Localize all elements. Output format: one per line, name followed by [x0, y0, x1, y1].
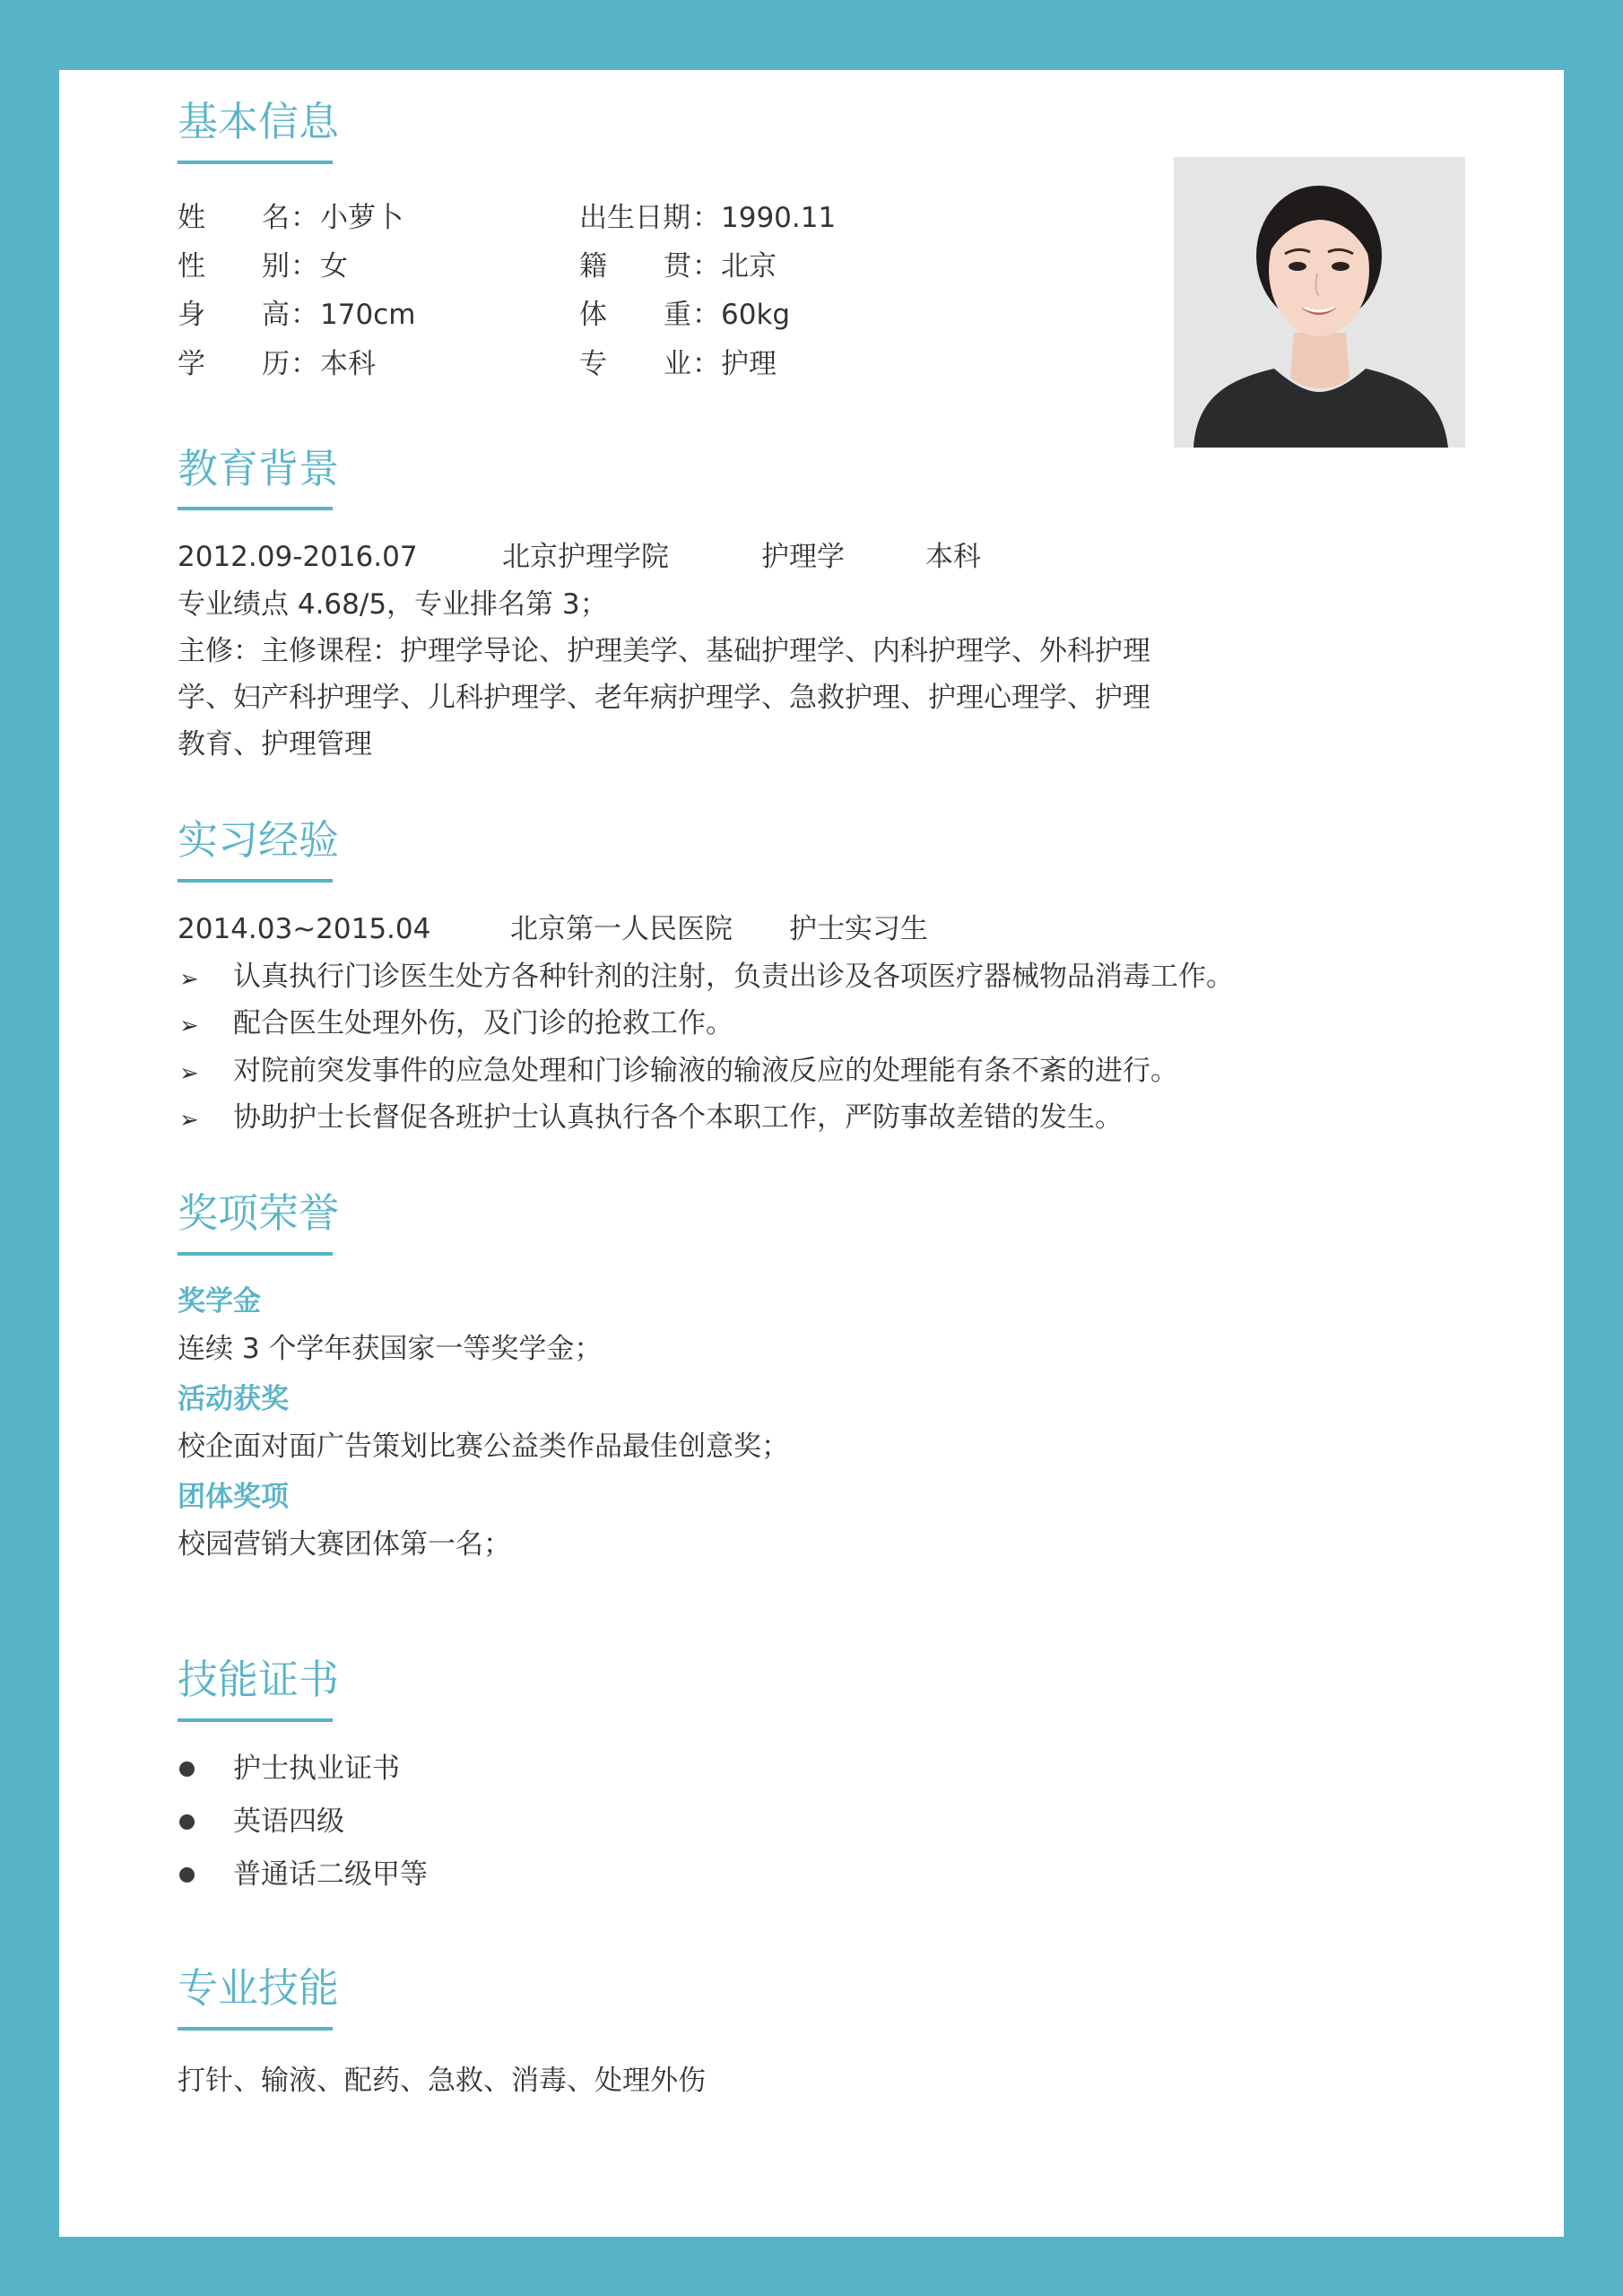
- value-weight: 60kg: [721, 299, 791, 331]
- label-weight-1: 体: [579, 299, 607, 331]
- label-birth: 出生日期: [579, 202, 690, 234]
- intern-bullet: 协助护士长督促各班护士认真执行各个本职工作，严防事故差错的发生。: [233, 1101, 1123, 1134]
- section-underline: [178, 507, 333, 510]
- portrait-illustration: [1174, 157, 1465, 448]
- value-edu: 本科: [320, 348, 376, 380]
- edu-courses-line: 主修：主修课程：护理学导论、护理美学、基础护理学、内科护理学、外科护理: [178, 635, 1150, 667]
- arrow-bullet-icon: ➢: [179, 1107, 199, 1134]
- edu-courses-line: 学、妇产科护理学、儿科护理学、老年病护理学、急救护理、护理心理学、护理: [178, 682, 1150, 714]
- intern-bullet: 对院前突发事件的应急处理和门诊输液的输液反应的处理能有条不紊的进行。: [233, 1055, 1178, 1087]
- intern-bullet: 认真执行门诊医生处方各种针剂的注射，负责出诊及各项医疗器械物品消毒工作。: [233, 961, 1234, 993]
- award-text: 连续 3 个学年获国家一等奖学金；: [178, 1333, 603, 1365]
- section-underline: [178, 161, 333, 164]
- bullet-dot-icon: [179, 1761, 195, 1777]
- intern-role: 护士实习生: [789, 913, 928, 945]
- award-heading: 活动获奖: [178, 1383, 289, 1415]
- section-title-certificates: 技能证书: [178, 1656, 340, 1703]
- colon: ：: [291, 299, 318, 331]
- colon: ：: [692, 202, 720, 234]
- intern-hospital: 北京第一人民医院: [510, 913, 733, 945]
- edu-courses-line: 教育、护理管理: [178, 728, 372, 761]
- arrow-bullet-icon: ➢: [179, 1060, 199, 1087]
- colon: ：: [291, 250, 318, 283]
- label-name-1: 姓: [178, 202, 205, 234]
- edu-period: 2012.09-2016.07: [178, 541, 418, 573]
- colon: ：: [291, 202, 318, 234]
- label-origin-1: 籍: [579, 250, 607, 283]
- bullet-dot-icon: [179, 1867, 195, 1883]
- edu-degree: 本科: [925, 541, 981, 573]
- profile-photo: [1174, 157, 1465, 448]
- colon: ：: [291, 348, 318, 380]
- certificate-item: 普通话二级甲等: [233, 1858, 428, 1891]
- certificate-item: 护士执业证书: [233, 1752, 400, 1785]
- arrow-bullet-icon: ➢: [179, 1013, 199, 1039]
- colon: ：: [692, 348, 720, 380]
- value-birth: 1990.11: [721, 202, 837, 234]
- colon: ：: [692, 250, 720, 283]
- intern-bullet: 配合医生处理外伤，及门诊的抢救工作。: [233, 1007, 733, 1039]
- certificate-item: 英语四级: [233, 1805, 344, 1838]
- section-underline: [178, 879, 333, 883]
- section-underline: [178, 1718, 333, 1722]
- label-major-1: 专: [579, 348, 607, 380]
- section-title-education: 教育背景: [178, 445, 340, 492]
- value-gender: 女: [320, 250, 348, 283]
- edu-school: 北京护理学院: [502, 541, 669, 573]
- award-text: 校园营销大赛团体第一名；: [178, 1528, 511, 1561]
- edu-gpa: 专业绩点 4.68/5，专业排名第 3；: [178, 588, 608, 621]
- edu-major: 护理学: [761, 541, 845, 573]
- label-major-2: 业: [664, 348, 691, 380]
- label-height-2: 高: [262, 299, 290, 331]
- section-underline: [178, 1252, 333, 1256]
- intern-period: 2014.03~2015.04: [178, 913, 431, 945]
- value-major: 护理: [721, 348, 777, 380]
- arrow-bullet-icon: ➢: [179, 966, 199, 993]
- resume-page: [59, 70, 1564, 2237]
- section-underline: [178, 2027, 333, 2031]
- award-heading: 奖学金: [178, 1285, 261, 1318]
- label-edu-1: 学: [178, 348, 205, 380]
- bullet-dot-icon: [179, 1814, 195, 1830]
- label-height-1: 身: [178, 299, 205, 331]
- colon: ：: [692, 299, 720, 331]
- label-gender-1: 性: [178, 250, 205, 283]
- label-name-2: 名: [262, 202, 290, 234]
- value-origin: 北京: [721, 250, 777, 283]
- section-title-awards: 奖项荣誉: [178, 1189, 340, 1237]
- section-title-internship: 实习经验: [178, 816, 340, 864]
- award-heading: 团体奖项: [178, 1481, 289, 1513]
- skills-text: 打针、输液、配药、急救、消毒、处理外伤: [178, 2065, 706, 2097]
- award-text: 校企面对面广告策划比赛公益类作品最佳创意奖；: [178, 1431, 789, 1463]
- section-title-basic-info: 基本信息: [178, 98, 340, 145]
- label-edu-2: 历: [262, 348, 290, 380]
- value-height: 170cm: [320, 299, 416, 331]
- label-gender-2: 别: [262, 250, 290, 283]
- value-name: 小萝卜: [320, 202, 404, 234]
- label-weight-2: 重: [664, 299, 691, 331]
- label-origin-2: 贯: [664, 250, 691, 283]
- section-title-skills: 专业技能: [178, 1964, 340, 2012]
